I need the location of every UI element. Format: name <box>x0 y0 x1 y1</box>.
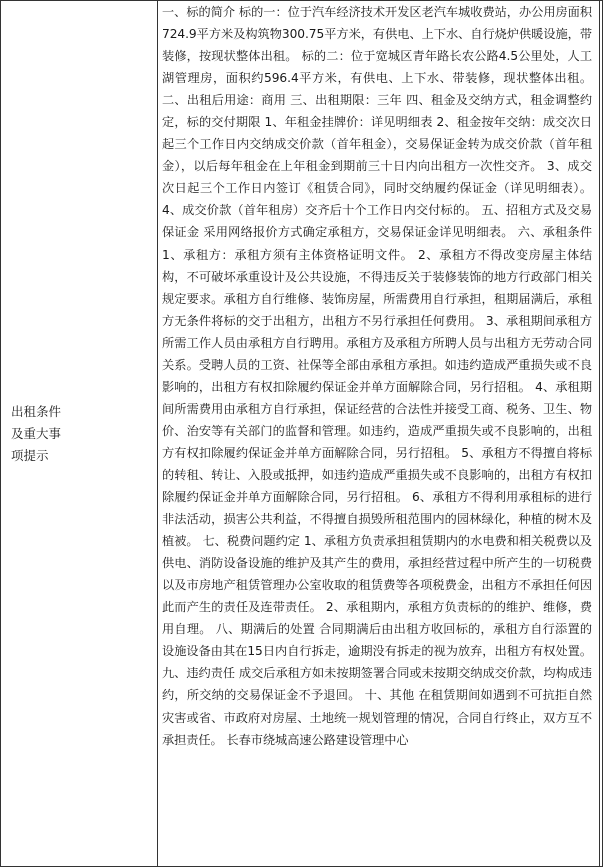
row-content-cell <box>158 1 600 867</box>
row-label-cell <box>1 1 158 867</box>
right-margin-cell <box>600 1 603 867</box>
row-label: 出租条件及重大事项提示 <box>11 403 62 463</box>
row-content-text: 一、标的简介 标的一：位于汽车经济技术开发区老汽车城收费站，办公用房面积724.9平方米及构筑物300.75平方米，有供电、上下水、自行烧炉供暖设施，带装修，按现状整体出租。 标的二：位于宽城区青年路长农公路4.5公里处，人工湖管理房，面积约596.4平方米，有供电、上下水、带装修，现状整体出租。 二、出租后用途：商用 三、出租期限：三年 四、租金及交纳方式，租金调整约定，标的交付期限 1、年租金挂牌价：详见明细表 2、租金按年交纳：成交次日起三个工作日内交纳成交价款（首年租金），交易保证金转为成交价款（首年租金），以后每年租金在上年租金到期前三十日内向出租方一次性交齐。 3、成交次日起三个工作日内签订《租赁合同》，同时交纳履约保证金（详见明细表）。 4、成交价款（首年租房）交齐后十个工作日内交付标的。 五、招租方式及交易保证金 采用网络报价方式确定承租方，交易保证金详见明细表。 六、承租条件 1、承租方：承租方须有主体资格证明文件。 2、承租方不得改变房屋主体结构，不可破坏承重设计及公共设施，不得违反关于装修装饰的地方行政部门相关规定要求。承租方自行维修、装饰房屋，所需费用自行承担，租期届满后，承租方无条件将标的交于出租方，出租方不另行承担任何费用。 3、承租期间承租方所需工作人员由承租方自行聘用。承租方及承租方所聘人员与出租方无劳动合同关系。受聘人员的工资、社保等全部由承租方承担。如违约造成严重损失或不良影响的，出租方有权扣除履约保证金并单方面解除合同，另行招租。 4、承租期间所需费用由承租方自行承担，保证经营的合法性并接受工商、税务、卫生、物价、治安等有关部门的监督和管理。如违约，造成严重损失或不良影响的，出租方有权扣除履约保证金并单方面解除合同，另行招租。 5、承租方不得擅自将标的转租、转让、入股或抵押，如违约造成严重损失或不良影响的，出租方有权扣除履约保证金并单方面解除合同，另行招租。 6、承租方不得利用承租标的进行非法活动，损害公共利益，不得擅自损毁所租范围内的园林绿化，种植的树木及植被。 七、税费问题约定 1、承租方负责承担租赁期内的水电费和相关税费以及供电、消防设备设施的维护及其产生的费用，承担经营过程中所产生的一切税费以及市房地产租赁管理办公室收取的租赁费等各项税费金，出租方不承担任何因此而产生的责任及连带责任。 2、承租期内，承租方负责标的的维护、维修，费用自理。 八、期满后的处置 合同期满后由出租方收回标的，承租方自行添置的设施设备由其在15日内自行拆走，逾期没有拆走的视为放弃，出租方有权处置。 九、违约责任 成交后承租方如未按期签署合同或未按期交纳成交价款，均构成违约，所交纳的交易保证金不予退回。 十、其他 在租赁期间如遇到不可抗拒自然灾害或省、市政府对房屋、土地统一规划管理的情况，合同自行终止，双方互不承担责任。 长春市绕城高速公路建设管理中心 <box>162 5 592 747</box>
table-row <box>1 1 603 867</box>
